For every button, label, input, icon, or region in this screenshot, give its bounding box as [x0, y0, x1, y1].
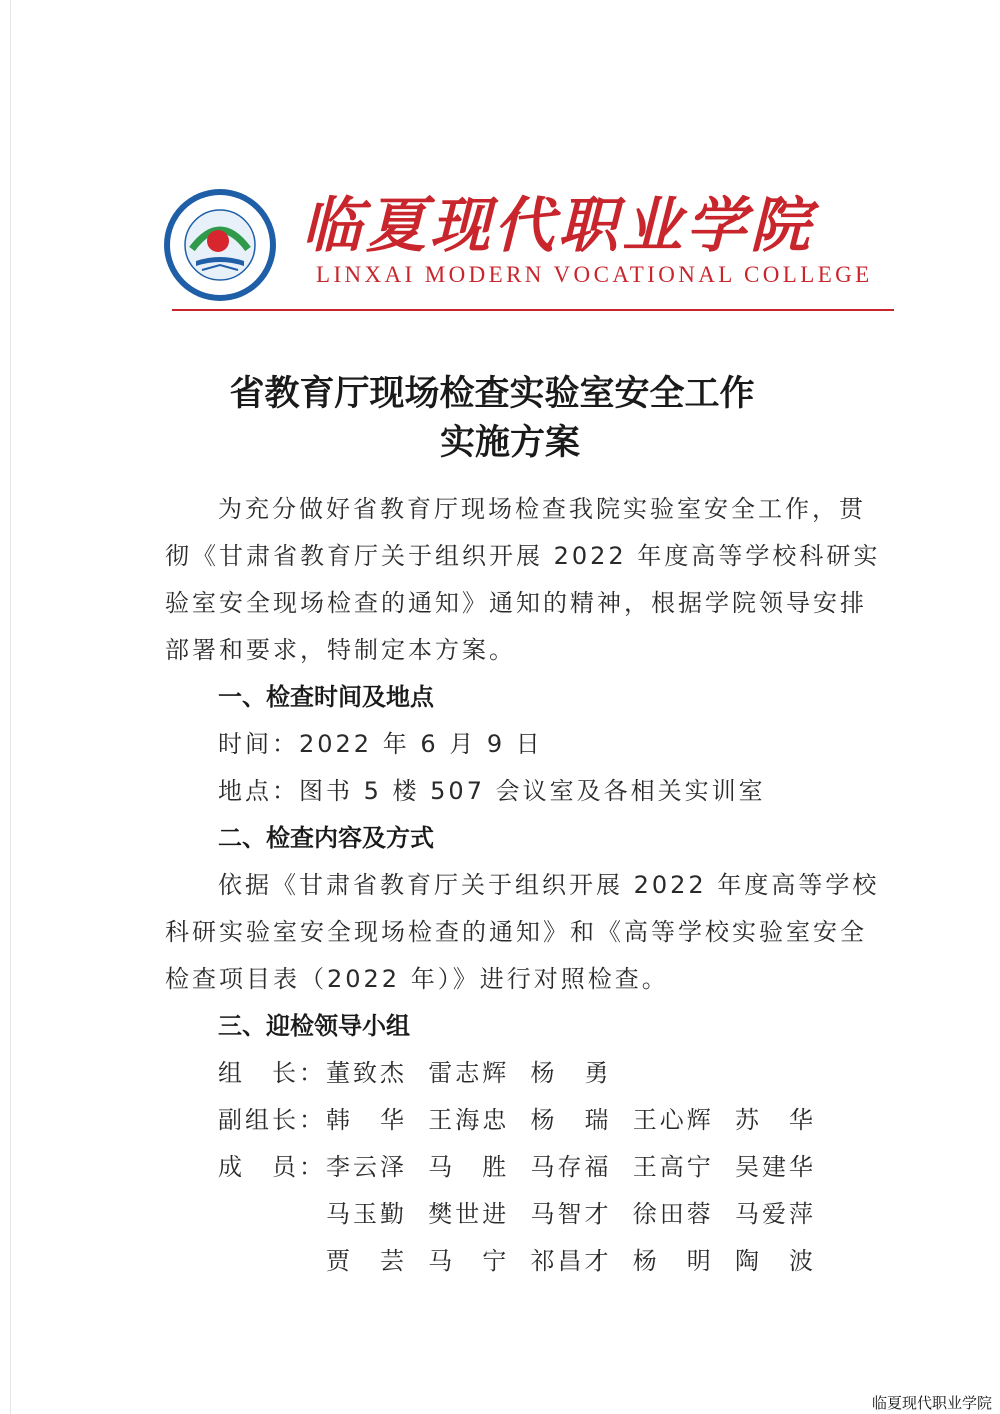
section2-line: 依据《甘肃省教育厅关于组织开展 2022 年度高等学校: [218, 871, 880, 899]
section1-heading: 一、检查时间及地点: [218, 683, 434, 711]
section3-heading: 三、迎检领导小组: [218, 1012, 410, 1040]
member-row: 贾 芸 马 宁 祁昌才 杨 明 陶 波: [218, 1247, 817, 1275]
member-row: 成 员：李云泽 马 胜 马存福 王高宁 吴建华: [218, 1153, 817, 1181]
intro-line: 彻《甘肃省教育厅关于组织开展 2022 年度高等学校科研实: [165, 542, 881, 570]
page-edge: [10, 0, 11, 1414]
intro-line: 验室安全现场检查的通知》通知的精神，根据学院领导安排: [165, 589, 867, 617]
member-row: 马玉勤 樊世进 马智才 徐田蓉 马爱萍: [218, 1200, 817, 1228]
college-emblem-icon: [162, 187, 278, 303]
section2-heading: 二、检查内容及方式: [218, 824, 434, 852]
section1-time: 时间：2022 年 6 月 9 日: [218, 730, 543, 758]
intro-line: 为充分做好省教育厅现场检查我院实验室安全工作，贯: [218, 495, 866, 523]
deputy-leader-row: 副组长：韩 华 王海忠 杨 瑞 王心辉 苏 华: [218, 1106, 817, 1134]
doc-title-line1: 省教育厅现场检查实验室安全工作: [229, 373, 755, 414]
college-name-en: LINXAI MODERN VOCATIONAL COLLEGE: [316, 262, 873, 287]
section1-place: 地点：图书 5 楼 507 会议室及各相关实训室: [218, 777, 766, 805]
section2-line: 科研实验室安全现场检查的通知》和《高等学校实验室安全: [165, 918, 867, 946]
college-name-cn: 临夏现代职业学院: [302, 191, 814, 261]
intro-line: 部署和要求，特制定本方案。: [165, 636, 516, 664]
section2-line: 检查项目表（2022 年）》进行对照检查。: [165, 965, 669, 993]
doc-title-line2: 实施方案: [439, 422, 580, 463]
header-rule: [172, 309, 894, 311]
leader-row: 组 长：董致杰 雷志辉 杨 勇: [218, 1059, 612, 1087]
footer-org-name: 临夏现代职业学院: [871, 1394, 992, 1412]
